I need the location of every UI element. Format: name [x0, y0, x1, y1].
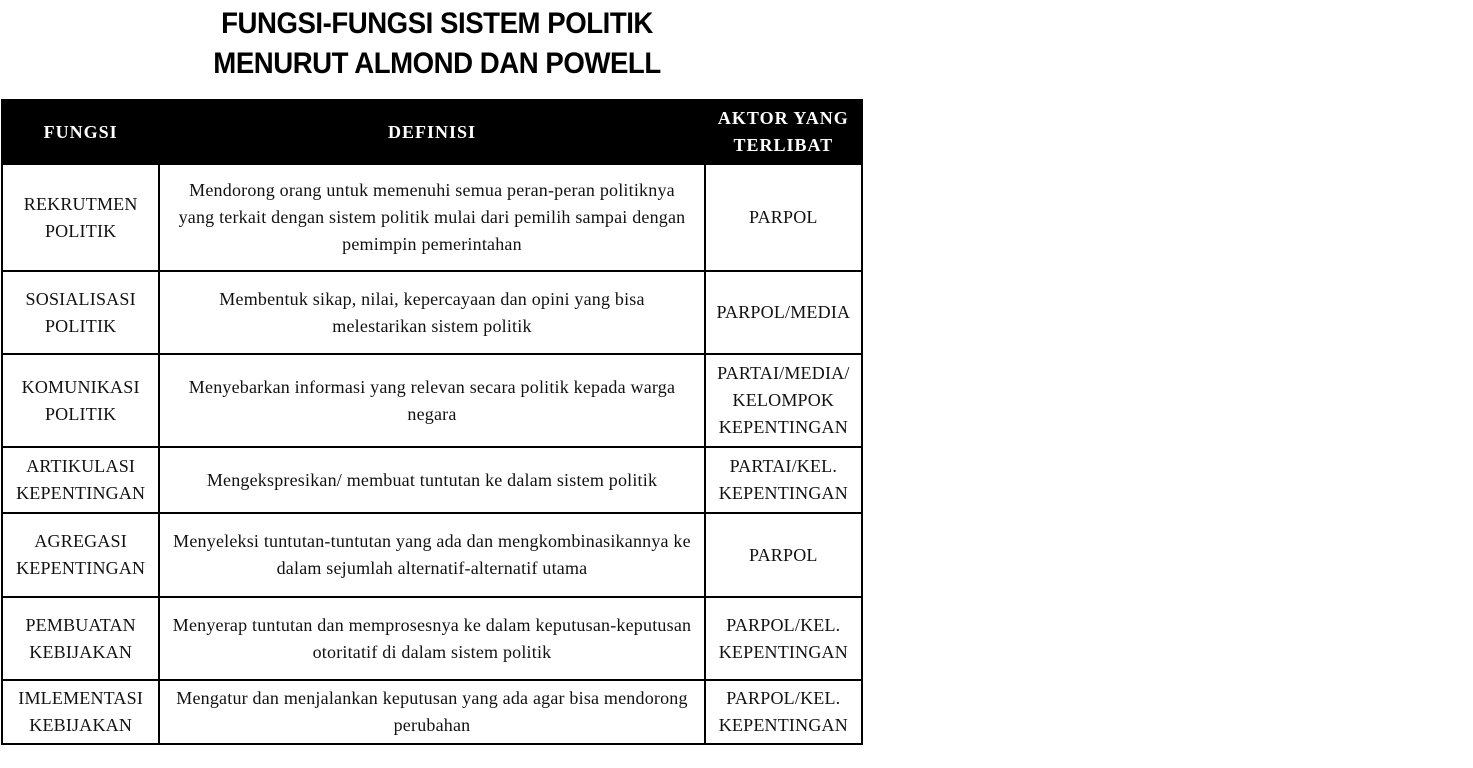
cell-aktor: PARPOL: [705, 513, 862, 597]
cell-definisi: Menyebarkan informasi yang relevan secara politik kepada warga negara: [159, 354, 704, 447]
table-row: [2, 680, 862, 744]
table-row: [2, 447, 862, 513]
cell-aktor: PARPOL: [705, 164, 862, 271]
table-row: [2, 164, 862, 271]
cell-fungsi: SOSIALISASI POLITIK: [2, 271, 159, 354]
cell-fungsi: REKRUTMEN POLITIK: [2, 164, 159, 271]
cell-aktor: PARTAI/MEDIA/ KELOMPOK KEPENTINGAN: [705, 354, 862, 447]
cell-aktor: PARTAI/KEL. KEPENTINGAN: [705, 447, 862, 513]
cell-definisi: Menyerap tuntutan dan memprosesnya ke dalam keputusan-keputusan otoritatif di dalam sistem politik: [159, 597, 704, 680]
cell-fungsi: ARTIKULASI KEPENTINGAN: [2, 447, 159, 513]
table-header-row: [2, 100, 862, 164]
functions-table: [1, 99, 863, 745]
cell-fungsi: PEMBUATAN KEBIJAKAN: [2, 597, 159, 680]
header-fungsi: FUNGSI: [2, 100, 159, 164]
cell-definisi: Mengekspresikan/ membuat tuntutan ke dalam sistem politik: [159, 447, 704, 513]
cell-fungsi: IMLEMENTASI KEBIJAKAN: [2, 680, 159, 744]
cell-definisi: Menyeleksi tuntutan-tuntutan yang ada dan mengkombinasikannya ke dalam sejumlah alternatif-alternatif utama: [159, 513, 704, 597]
table-row: [2, 271, 862, 354]
table-row: [2, 513, 862, 597]
cell-fungsi: AGREGASI KEPENTINGAN: [2, 513, 159, 597]
cell-definisi: Membentuk sikap, nilai, kepercayaan dan opini yang bisa melestarikan sistem politik: [159, 271, 704, 354]
cell-aktor: PARPOL/KEL. KEPENTINGAN: [705, 597, 862, 680]
title-line-2: MENURUT ALMOND DAN POWELL: [213, 47, 661, 80]
cell-definisi: Mendorong orang untuk memenuhi semua peran-peran politiknya yang terkait dengan sistem politik mulai dari pemilih sampai dengan pemimpin pemerintahan: [159, 164, 704, 271]
cell-aktor: PARPOL/MEDIA: [705, 271, 862, 354]
table-row: [2, 597, 862, 680]
table-row: [2, 354, 862, 447]
cell-aktor: PARPOL/KEL. KEPENTINGAN: [705, 680, 862, 744]
cell-fungsi: KOMUNIKASI POLITIK: [2, 354, 159, 447]
header-definisi: DEFINISI: [159, 100, 704, 164]
document-title: [0, 4, 874, 84]
title-line-1: FUNGSI-FUNGSI SISTEM POLITIK: [221, 7, 653, 40]
cell-definisi: Mengatur dan menjalankan keputusan yang ada agar bisa mendorong perubahan: [159, 680, 704, 744]
header-aktor: AKTOR YANG TERLIBAT: [705, 100, 862, 164]
